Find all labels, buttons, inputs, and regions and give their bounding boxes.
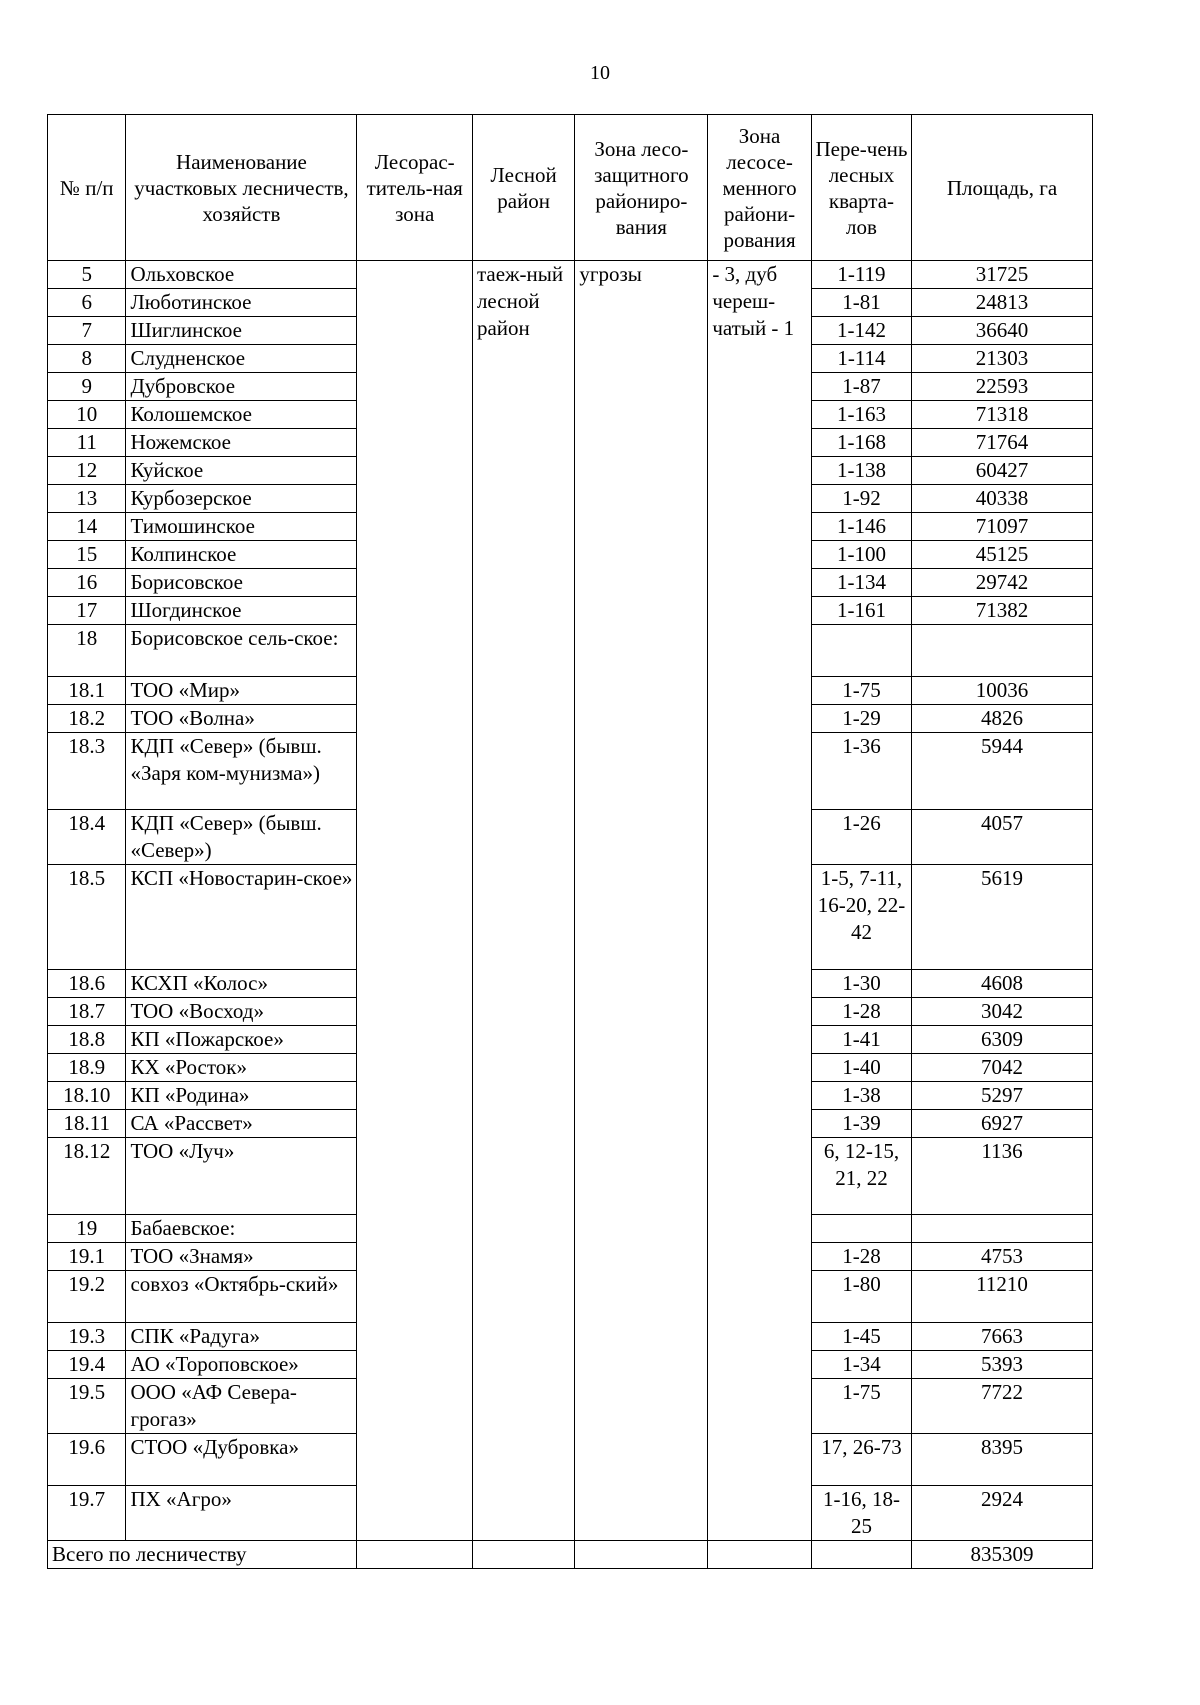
row-number: 16 [48, 569, 126, 597]
row-area [912, 1215, 1093, 1243]
total-area: 835309 [912, 1541, 1093, 1569]
row-area: 4826 [912, 705, 1093, 733]
row-number: 19.1 [48, 1243, 126, 1271]
row-name: Колпинское [126, 541, 357, 569]
row-name: Люботинское [126, 289, 357, 317]
row-quarters: 1-41 [811, 1026, 911, 1054]
row-name: Шогдинское [126, 597, 357, 625]
row-name: Борисовское сель-ское: [126, 625, 357, 677]
row-number: 18.5 [48, 865, 126, 970]
row-area: 4753 [912, 1243, 1093, 1271]
row-number: 18.12 [48, 1138, 126, 1215]
row-quarters: 1-45 [811, 1323, 911, 1351]
row-number: 19.5 [48, 1379, 126, 1434]
row-area: 5944 [912, 733, 1093, 810]
table-row [48, 261, 1093, 289]
header-protect-zone: Зона лесо-защитного райониро-вания [575, 115, 708, 261]
row-area: 11210 [912, 1271, 1093, 1323]
district-cell: таеж-ный лесной район [472, 261, 574, 1541]
row-name: КХ «Росток» [126, 1054, 357, 1082]
row-number: 12 [48, 457, 126, 485]
header-name: Наименование участковых лесничеств, хозяйств [126, 115, 357, 261]
row-number: 19 [48, 1215, 126, 1243]
forestry-table [47, 114, 1093, 1569]
row-number: 9 [48, 373, 126, 401]
header-num: № п/п [48, 115, 126, 261]
row-number: 6 [48, 289, 126, 317]
row-quarters: 1-146 [811, 513, 911, 541]
row-quarters [811, 1215, 911, 1243]
row-quarters: 1-39 [811, 1110, 911, 1138]
row-name: КП «Пожарское» [126, 1026, 357, 1054]
row-area: 45125 [912, 541, 1093, 569]
row-number: 11 [48, 429, 126, 457]
row-area: 6309 [912, 1026, 1093, 1054]
row-number: 19.7 [48, 1486, 126, 1541]
row-area: 2924 [912, 1486, 1093, 1541]
row-quarters: 1-138 [811, 457, 911, 485]
row-quarters: 1-114 [811, 345, 911, 373]
row-name: Ольховское [126, 261, 357, 289]
row-number: 19.2 [48, 1271, 126, 1323]
row-area: 6927 [912, 1110, 1093, 1138]
row-name: Шиглинское [126, 317, 357, 345]
seed-zone-cell: - 3, дуб череш-чатый - 1 [708, 261, 812, 1541]
row-name: АО «Тороповское» [126, 1351, 357, 1379]
row-number: 10 [48, 401, 126, 429]
row-quarters: 1-40 [811, 1054, 911, 1082]
row-name: ТОО «Восход» [126, 998, 357, 1026]
row-number: 18.6 [48, 970, 126, 998]
header-seed-zone: Зона лесосе-менного райони-рования [708, 115, 812, 261]
row-quarters: 1-80 [811, 1271, 911, 1323]
row-area: 21303 [912, 345, 1093, 373]
row-area: 40338 [912, 485, 1093, 513]
total-label: Всего по лесничеству [48, 1541, 357, 1569]
row-quarters: 1-30 [811, 970, 911, 998]
row-number: 15 [48, 541, 126, 569]
row-number: 18 [48, 625, 126, 677]
row-quarters: 1-28 [811, 1243, 911, 1271]
row-number: 14 [48, 513, 126, 541]
row-name: Борисовское [126, 569, 357, 597]
total-empty-cell [708, 1541, 812, 1569]
table-body [48, 261, 1093, 1541]
header-quarters: Пере-чень лесных кварта-лов [811, 115, 911, 261]
row-name: ТОО «Знамя» [126, 1243, 357, 1271]
row-quarters: 1-26 [811, 810, 911, 865]
row-area: 29742 [912, 569, 1093, 597]
row-area: 22593 [912, 373, 1093, 401]
row-number: 18.10 [48, 1082, 126, 1110]
row-quarters: 1-100 [811, 541, 911, 569]
row-area: 7663 [912, 1323, 1093, 1351]
header-veg-zone: Лесорас-титель-ная зона [357, 115, 473, 261]
protect-zone-cell: угрозы [575, 261, 708, 1541]
row-number: 19.4 [48, 1351, 126, 1379]
total-empty-cell [357, 1541, 473, 1569]
row-name: КДП «Север» (бывш. «Заря ком-мунизма») [126, 733, 357, 810]
row-name: ПХ «Агро» [126, 1486, 357, 1541]
row-quarters: 1-168 [811, 429, 911, 457]
row-quarters: 1-119 [811, 261, 911, 289]
row-area: 24813 [912, 289, 1093, 317]
row-area: 71764 [912, 429, 1093, 457]
row-area: 7722 [912, 1379, 1093, 1434]
row-name: Куйское [126, 457, 357, 485]
row-area: 3042 [912, 998, 1093, 1026]
row-name: СА «Рассвет» [126, 1110, 357, 1138]
row-area: 71318 [912, 401, 1093, 429]
row-name: совхоз «Октябрь-ский» [126, 1271, 357, 1323]
veg-zone-cell [357, 261, 473, 1541]
row-number: 18.1 [48, 677, 126, 705]
row-name: КП «Родина» [126, 1082, 357, 1110]
row-number: 8 [48, 345, 126, 373]
row-name: Бабаевское: [126, 1215, 357, 1243]
row-number: 18.7 [48, 998, 126, 1026]
row-quarters: 1-28 [811, 998, 911, 1026]
header-district: Лесной район [472, 115, 574, 261]
row-number: 18.3 [48, 733, 126, 810]
row-area: 8395 [912, 1434, 1093, 1486]
row-number: 18.9 [48, 1054, 126, 1082]
row-area: 5297 [912, 1082, 1093, 1110]
row-number: 7 [48, 317, 126, 345]
row-number: 19.6 [48, 1434, 126, 1486]
row-area: 36640 [912, 317, 1093, 345]
row-name: ООО «АФ Севера-грогаз» [126, 1379, 357, 1434]
total-empty-cell [575, 1541, 708, 1569]
row-name: Курбозерское [126, 485, 357, 513]
row-name: КСП «Новостарин-ское» [126, 865, 357, 970]
row-quarters: 1-163 [811, 401, 911, 429]
row-quarters: 6, 12-15, 21, 22 [811, 1138, 911, 1215]
row-quarters: 1-75 [811, 1379, 911, 1434]
row-quarters: 1-5, 7-11, 16-20, 22-42 [811, 865, 911, 970]
row-area: 5619 [912, 865, 1093, 970]
row-quarters [811, 625, 911, 677]
row-area: 71382 [912, 597, 1093, 625]
row-number: 17 [48, 597, 126, 625]
total-empty-cell [472, 1541, 574, 1569]
row-name: Колошемское [126, 401, 357, 429]
header-area: Площадь, га [912, 115, 1093, 261]
row-quarters: 1-16, 18-25 [811, 1486, 911, 1541]
row-area: 7042 [912, 1054, 1093, 1082]
row-quarters: 1-29 [811, 705, 911, 733]
row-name: Тимошинское [126, 513, 357, 541]
row-name: КСХП «Колос» [126, 970, 357, 998]
row-area: 10036 [912, 677, 1093, 705]
row-name: Слудненское [126, 345, 357, 373]
row-number: 18.11 [48, 1110, 126, 1138]
row-quarters: 1-75 [811, 677, 911, 705]
row-area: 71097 [912, 513, 1093, 541]
row-name: Дубровское [126, 373, 357, 401]
row-quarters: 1-161 [811, 597, 911, 625]
total-empty-cell [811, 1541, 911, 1569]
row-quarters: 1-36 [811, 733, 911, 810]
row-quarters: 1-87 [811, 373, 911, 401]
row-quarters: 1-38 [811, 1082, 911, 1110]
row-number: 18.8 [48, 1026, 126, 1054]
row-name: Ножемское [126, 429, 357, 457]
row-quarters: 17, 26-73 [811, 1434, 911, 1486]
row-area: 5393 [912, 1351, 1093, 1379]
row-area: 31725 [912, 261, 1093, 289]
header-row [48, 115, 1093, 261]
row-area [912, 625, 1093, 677]
row-number: 18.2 [48, 705, 126, 733]
row-number: 19.3 [48, 1323, 126, 1351]
row-name: ТОО «Луч» [126, 1138, 357, 1215]
row-area: 4608 [912, 970, 1093, 998]
row-area: 1136 [912, 1138, 1093, 1215]
row-area: 60427 [912, 457, 1093, 485]
row-quarters: 1-34 [811, 1351, 911, 1379]
row-name: ТОО «Волна» [126, 705, 357, 733]
row-name: ТОО «Мир» [126, 677, 357, 705]
row-number: 13 [48, 485, 126, 513]
row-number: 5 [48, 261, 126, 289]
row-quarters: 1-92 [811, 485, 911, 513]
row-area: 4057 [912, 810, 1093, 865]
row-quarters: 1-134 [811, 569, 911, 597]
row-name: СПК «Радуга» [126, 1323, 357, 1351]
row-name: СТОО «Дубровка» [126, 1434, 357, 1486]
row-number: 18.4 [48, 810, 126, 865]
row-quarters: 1-81 [811, 289, 911, 317]
total-row [48, 1541, 1093, 1569]
page-number: 10 [590, 62, 610, 84]
row-quarters: 1-142 [811, 317, 911, 345]
row-name: КДП «Север» (бывш. «Север») [126, 810, 357, 865]
